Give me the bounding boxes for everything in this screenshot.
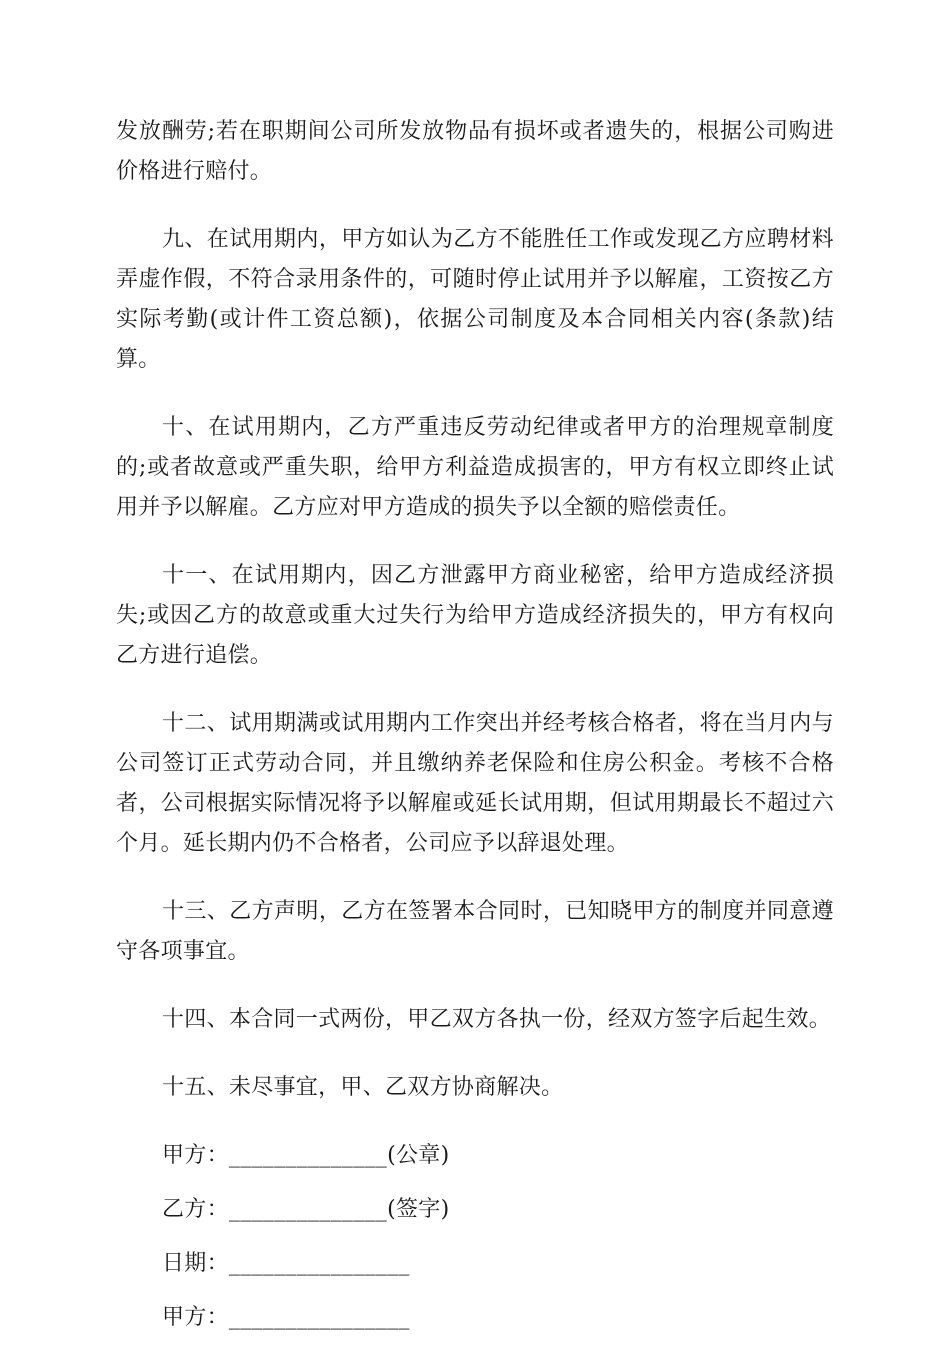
clause-10: 十、在试用期内，乙方严重违反劳动纪律或者甲方的治理规章制度的;或者故意或严重失职，给甲方利益造成损害的，甲方有权立即终止试用并予以解雇。乙方应对甲方造成的损失予以全额的赔偿责任。 <box>116 415 834 520</box>
clause-13: 十三、乙方声明，乙方在签署本合同时，已知晓甲方的制度并同意遵守各项事宜。 <box>116 899 834 964</box>
paragraph-continuation: 发放酬劳;若在职期间公司所发放物品有损坏或者遗失的，根据公司购进价格进行赔付。 <box>116 119 834 184</box>
signature-party-b: 乙方：______________(签字) <box>162 1197 450 1222</box>
clause-12: 十二、试用期满或试用期内工作突出并经考核合格者，将在当月内与公司签订正式劳动合同，并且缴纳养老保险和住房公积金。考核不合格者，公司根据实际情况将予以解雇或延长试用期，但试用期最长不超过六个月。延长期内仍不合格者，公司应予以辞退处理。 <box>116 711 834 856</box>
signature-date: 日期：________________ <box>162 1251 410 1276</box>
clause-14: 十四、本合同一式两份，甲乙双方各执一份，经双方签字后起生效。 <box>162 1007 832 1032</box>
document-body <box>116 112 834 1352</box>
clause-11: 十一、在试用期内，因乙方泄露甲方商业秘密，给甲方造成经济损失;或因乙方的故意或重大过失行为给甲方造成经济损失的，甲方有权向乙方进行追偿。 <box>116 563 834 668</box>
clause-9: 九、在试用期内，甲方如认为乙方不能胜任工作或发现乙方应聘材料弄虚作假，不符合录用条件的，可随时停止试用并予以解雇，工资按乙方实际考勤(或计件工资总额)，依据公司制度及本合同相关内容(条款)结算。 <box>116 227 834 372</box>
signature-party-a-seal: 甲方：______________(公章) <box>162 1143 450 1168</box>
clause-15: 十五、未尽事宜，甲、乙双方协商解决。 <box>162 1075 564 1100</box>
signature-party-a: 甲方：________________ <box>162 1305 410 1330</box>
